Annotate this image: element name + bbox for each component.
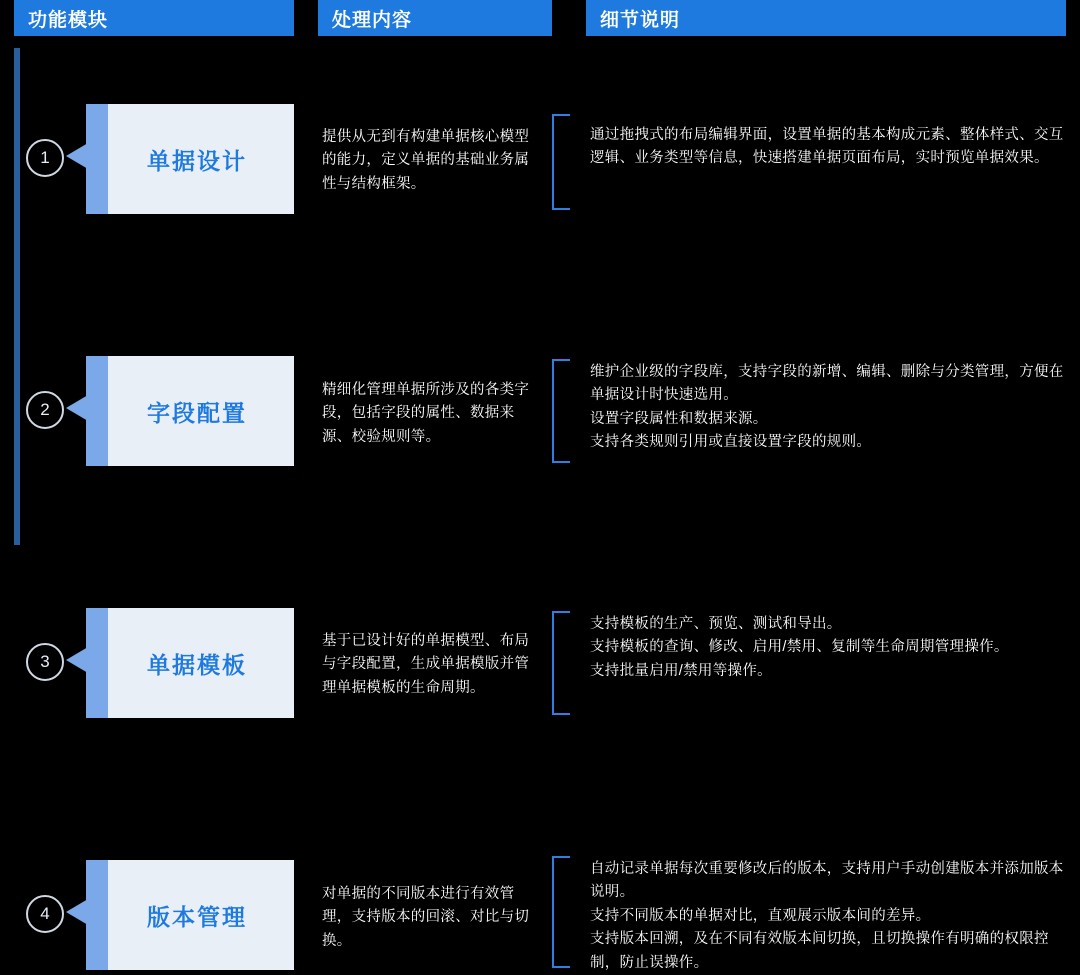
module-label: 单据设计: [147, 147, 247, 174]
module-box[interactable]: [86, 608, 294, 718]
detail-line: 支持不同版本的单据对比，直观展示版本间的差异。: [590, 907, 931, 924]
detail-line: 维护企业级的字段库，支持字段的新增、编辑、删除与分类管理，方便在单据设计时快速选用。: [590, 364, 1064, 404]
detail-line: 支持模板的查询、修改、启用/禁用、复制等生命周期管理操作。: [590, 639, 1009, 656]
module-box[interactable]: [86, 860, 294, 970]
connector-arrow-icon: [62, 143, 88, 169]
step-number-badge: 3: [26, 643, 64, 681]
detail-text: [590, 613, 1066, 683]
detail-text: [590, 858, 1066, 975]
step-number-badge: 4: [26, 895, 64, 933]
module-label: 字段配置: [147, 399, 247, 426]
module-accent-bar: [86, 860, 108, 970]
detail-line: 自动记录单据每次重要修改后的版本，支持用户手动创建版本并添加版本说明。: [590, 861, 1064, 901]
diagram-row: [0, 48, 1080, 192]
detail-bracket: [552, 856, 570, 968]
detail-line: 支持版本回溯，及在不同有效版本间切换，且切换操作有明确的权限控制，防止误操作。: [590, 931, 1049, 971]
process-text: 基于已设计好的单据模型、布局与字段配置，生成单据模版并管理单据模板的生命周期。: [322, 633, 530, 696]
process-text: 精细化管理单据所涉及的各类字段，包括字段的属性、数据来源、校验规则等。: [322, 382, 530, 445]
diagram-row: [0, 174, 1080, 451]
connector-arrow-icon: [62, 899, 88, 925]
detail-text: [590, 124, 1066, 171]
detail-line: 通过拖拽式的布局编辑界面，设置单据的基本构成元素、整体样式、交互逻辑、业务类型等信息，快速搭建单据页面布局，实时预览单据效果。: [590, 127, 1064, 167]
process-text: 提供从无到有构建单据核心模型的能力，定义单据的基础业务属性与结构框架。: [322, 129, 530, 192]
column-header-detail: [586, 0, 1066, 36]
process-text: 对单据的不同版本进行有效管理，支持版本的回滚、对比与切换。: [322, 886, 530, 949]
step-number-badge: 2: [26, 391, 64, 429]
column-header-module-label: 功能模块: [28, 9, 109, 31]
detail-bracket: [552, 611, 570, 715]
detail-line: 支持模板的生产、预览、测试和导出。: [590, 616, 842, 632]
module-accent-bar: [86, 608, 108, 718]
module-label: 版本管理: [147, 903, 247, 930]
detail-line: 支持批量启用/禁用等操作。: [590, 662, 772, 679]
column-header-process-label: 处理内容: [332, 9, 413, 31]
step-number-badge: 1: [26, 139, 64, 177]
column-header-process: [318, 0, 552, 36]
column-header-detail-label: 细节说明: [600, 9, 681, 31]
connector-arrow-icon: [62, 647, 88, 673]
column-header-module: [14, 0, 294, 36]
detail-line: 设置字段属性和数据来源。: [590, 410, 768, 427]
module-label: 单据模板: [147, 651, 247, 678]
detail-line: 支持各类规则引用或直接设置字段的规则。: [590, 434, 872, 451]
